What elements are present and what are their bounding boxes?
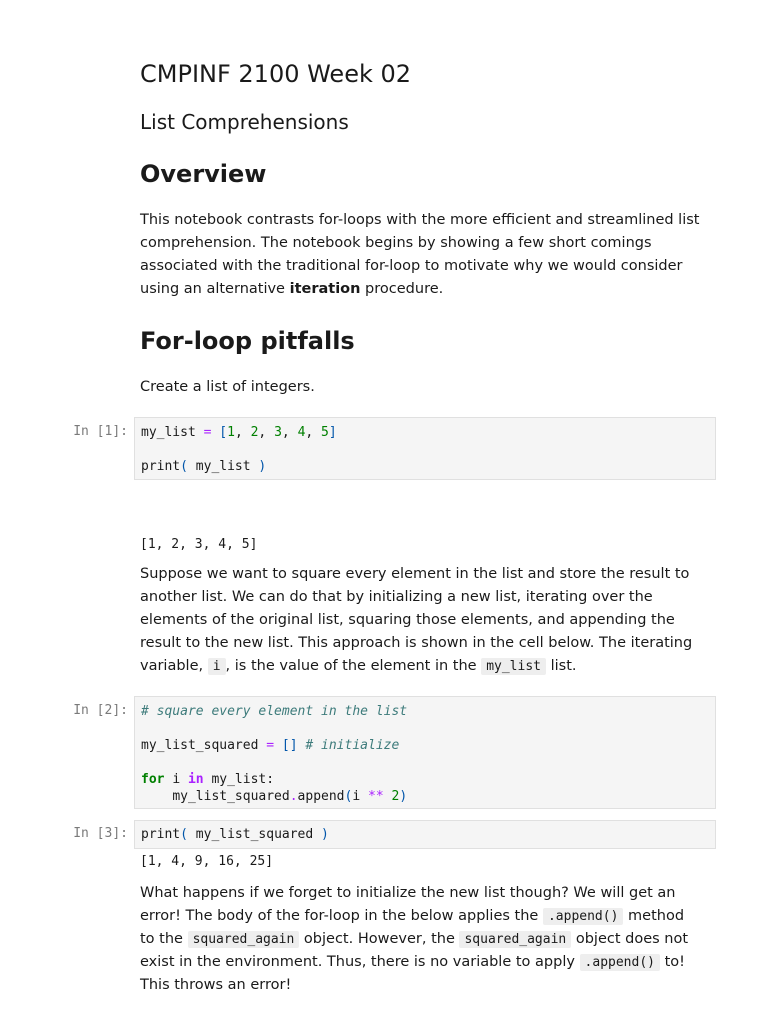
notebook-subtitle: List Comprehensions xyxy=(140,110,349,134)
cell-3-output: [1, 4, 9, 16, 25] xyxy=(140,854,274,869)
inline-code: squared_again xyxy=(188,931,300,948)
overview-text-end: procedure. xyxy=(360,281,444,297)
code-token: ] xyxy=(328,425,337,440)
code-keyword: in xyxy=(187,772,204,787)
notebook-title: CMPINF 2100 Week 02 xyxy=(140,60,412,88)
overview-text: This notebook contrasts for-loops with the more efficient and streamlined list comprehension. The notebook begins by showing a few short comings associated with the traditional for-loop to motivate why we would consider using an alternative xyxy=(140,212,700,297)
code-token: ** xyxy=(368,789,384,804)
create-list-paragraph: Create a list of integers. xyxy=(140,379,315,395)
paragraph-text: to! This throws an error! xyxy=(140,954,685,993)
code-token: = xyxy=(203,425,212,440)
code-token: i xyxy=(172,772,181,787)
code-comment: # square every element in the list xyxy=(141,704,408,719)
cell-1-prompt: In [1]: xyxy=(73,424,128,439)
code-token: 4 xyxy=(297,425,306,440)
code-token: = xyxy=(266,738,275,753)
overview-heading: Overview xyxy=(140,160,267,188)
code-token: print xyxy=(141,827,181,842)
inline-code: .append() xyxy=(580,954,660,971)
paragraph-text: list. xyxy=(546,658,577,674)
code-token: my_list xyxy=(195,459,251,474)
paragraph-text: Suppose we want to square every element in the list and store the result to another list. We can do that by initializing a new list, iterating over the elements of the original list, squaring those elements, and appending the result to the new list. This approach is shown in the cell below. The iterating variable, xyxy=(140,566,693,674)
code-token: i xyxy=(352,789,361,804)
paragraph-text: method to the xyxy=(140,908,685,947)
error-paragraph xyxy=(140,882,700,997)
inline-code: .append() xyxy=(543,908,623,925)
overview-bold-term: iteration xyxy=(289,281,361,297)
code-cell-1[interactable]: my_list = [1, 2, 3, 4, 5] print( my_list ) xyxy=(134,417,716,480)
cell-2-prompt: In [2]: xyxy=(73,703,128,718)
paragraph-text: What happens if we forget to initialize the new list though? We will get an error! The body of the for-loop in the below applies the xyxy=(140,885,676,924)
code-token: 2 xyxy=(250,425,259,440)
inline-code: squared_again xyxy=(459,931,571,948)
paragraph-text: , is the value of the element in the xyxy=(225,658,482,674)
code-token: my_list_squared xyxy=(172,789,290,804)
paragraph-text: object. However, the xyxy=(299,931,460,947)
code-token: my_list xyxy=(141,425,196,440)
code-token: 3 xyxy=(274,425,282,440)
code-token: [ xyxy=(219,425,228,440)
code-token: my_list_squared xyxy=(141,738,259,753)
code-token: 2 xyxy=(391,789,400,804)
pitfalls-heading: For-loop pitfalls xyxy=(140,327,355,355)
cell-1-output: [1, 2, 3, 4, 5] xyxy=(140,537,258,552)
code-comment: # initialize xyxy=(305,738,400,753)
overview-paragraph xyxy=(140,209,700,301)
cell-3-prompt: In [3]: xyxy=(73,826,128,841)
code-token: 1 xyxy=(227,425,235,440)
code-cell-2[interactable]: # square every element in the list my_list_squared = [] # initialize for i in my_list: my_list_squared.append(i ** 2) xyxy=(134,696,716,809)
code-token: 5 xyxy=(321,425,329,440)
code-token: my_list xyxy=(211,772,267,787)
code-token: my_list_squared xyxy=(195,827,314,842)
code-keyword: for xyxy=(141,772,165,787)
square-paragraph xyxy=(140,563,700,678)
code-cell-3[interactable]: print( my_list_squared ) xyxy=(134,820,716,849)
inline-code: my_list xyxy=(481,658,546,675)
code-token: [] xyxy=(281,738,298,753)
paragraph-text: object does not exist in the environment. Thus, there is no variable to apply xyxy=(140,931,689,970)
code-token: print xyxy=(141,459,181,474)
code-token: append xyxy=(297,789,345,804)
inline-code: i xyxy=(208,658,226,675)
